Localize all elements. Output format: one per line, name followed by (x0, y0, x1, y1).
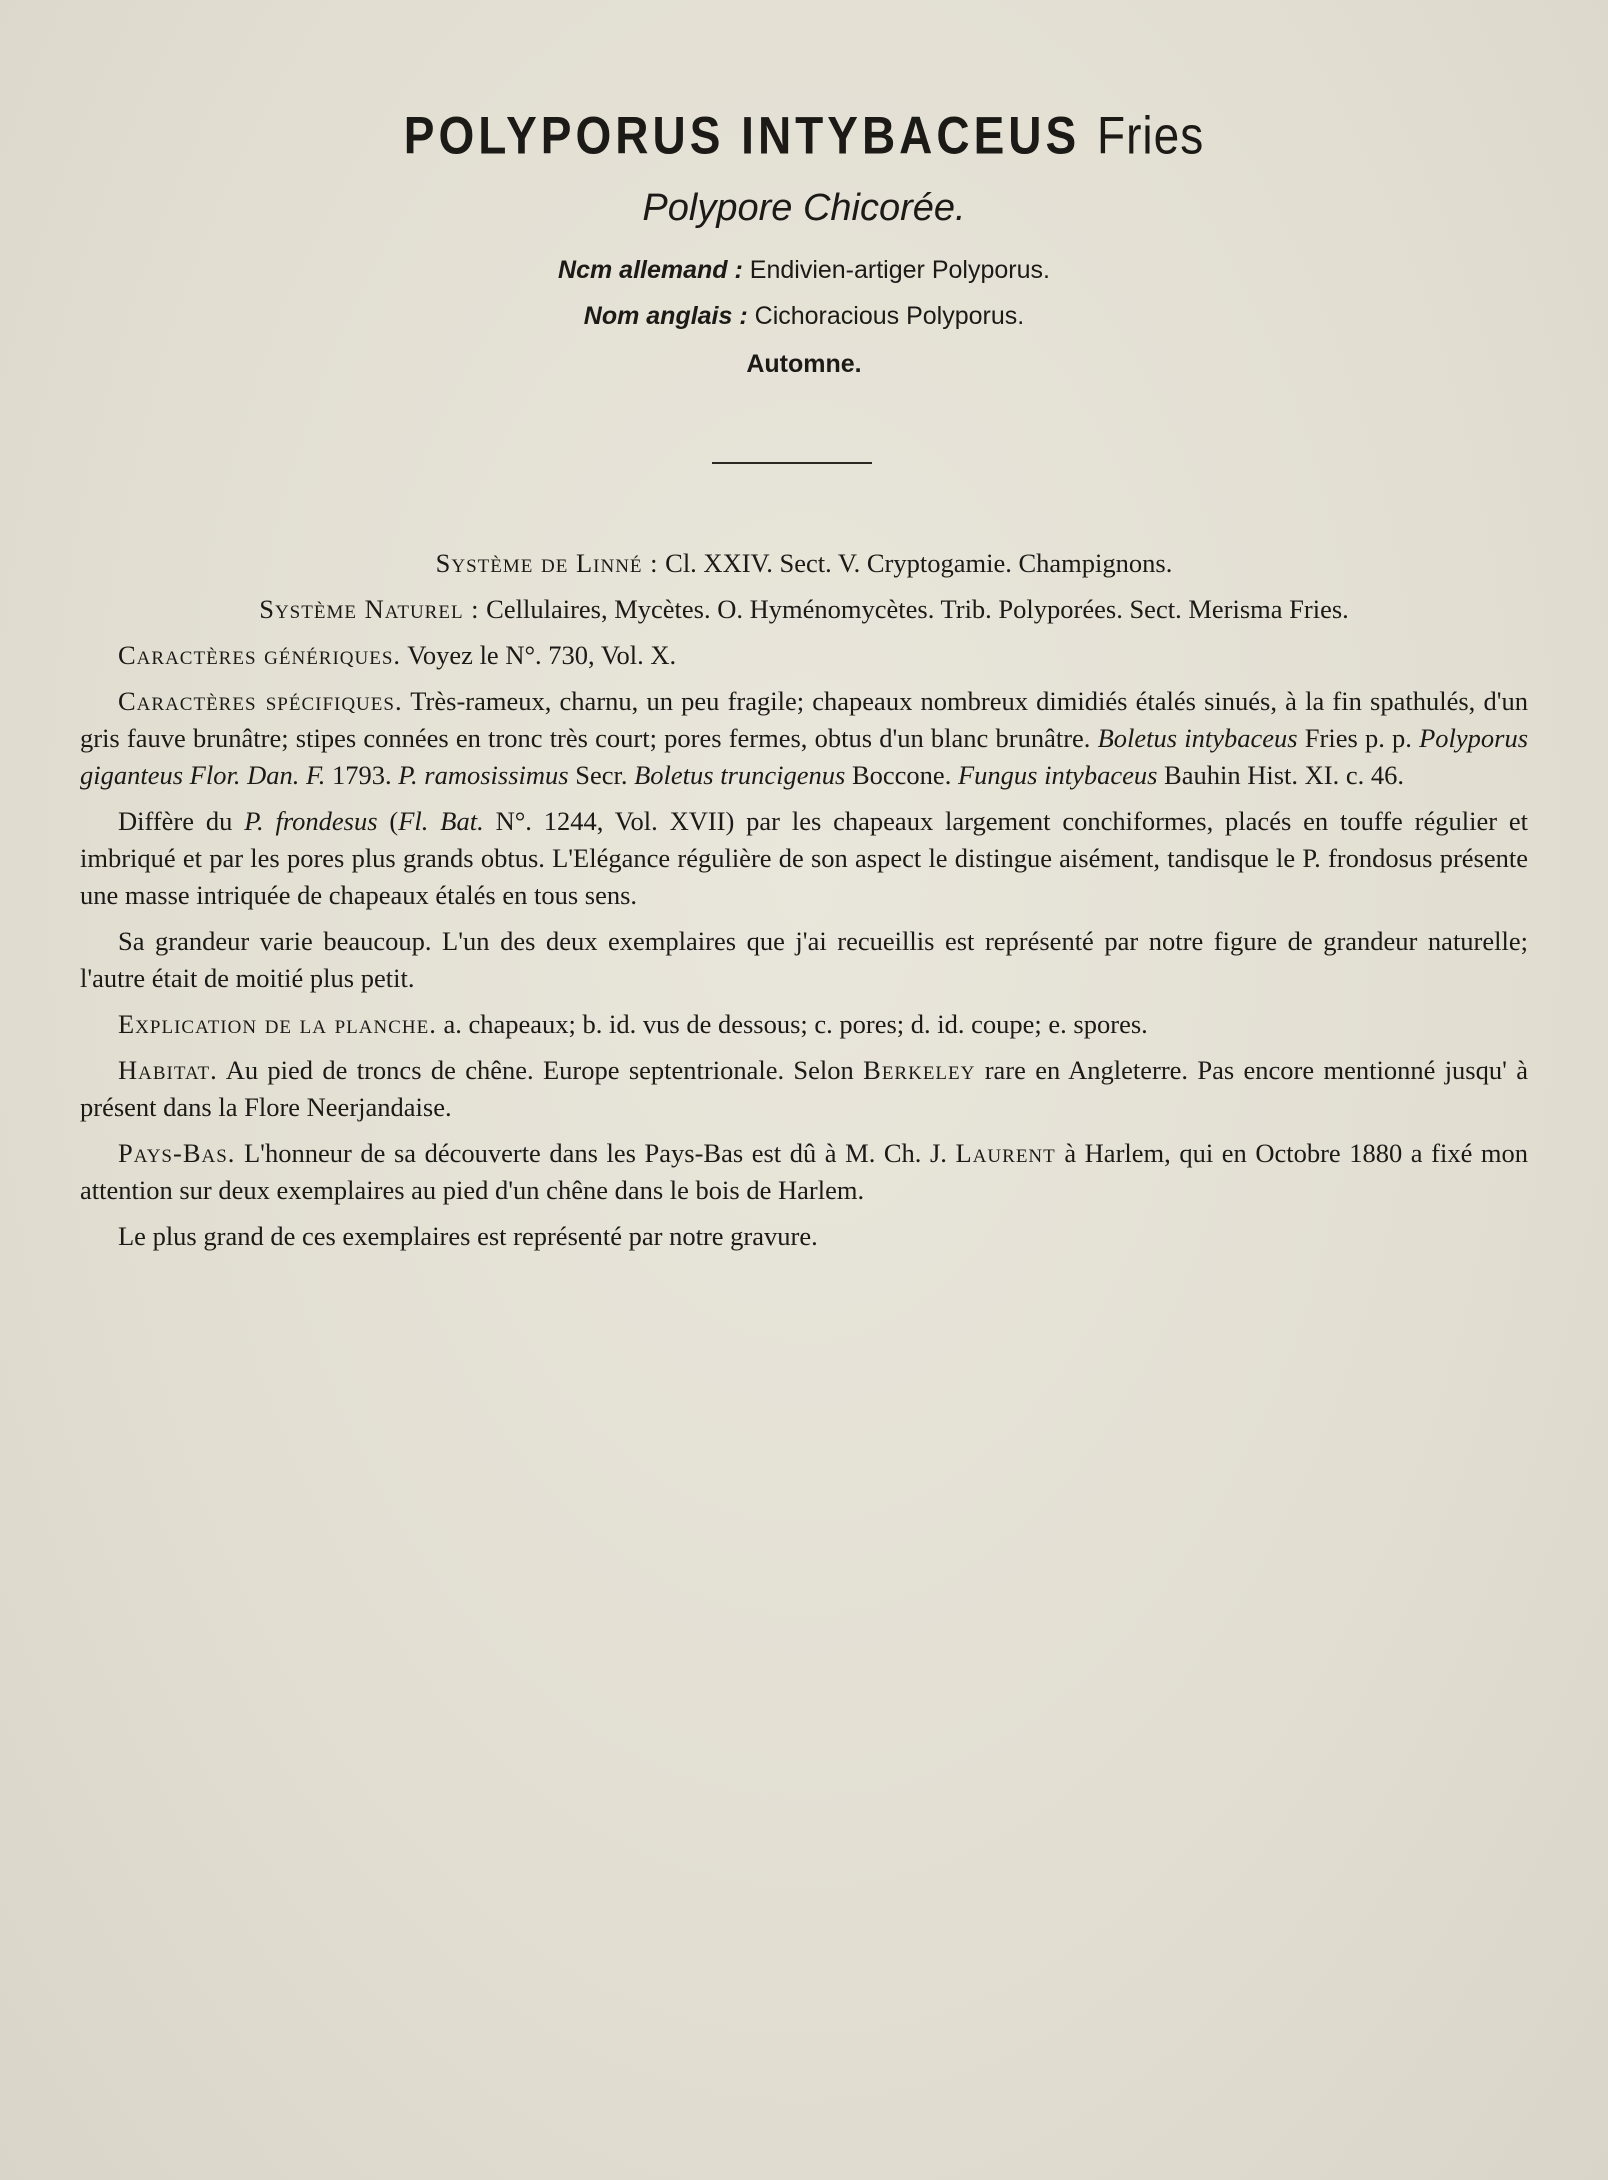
specifiques-italic: Boletus intybaceus (1097, 723, 1298, 753)
habitat-paragraph (80, 1052, 1528, 1126)
habitat-text: rare en Angleterre. Pas encore mentionné jusqu' à présent dans la Flore Neerjandaise. (80, 1055, 1528, 1122)
specifiques-italic: Fungus intybaceus (957, 760, 1158, 790)
last-paragraph: Le plus grand de ces exemplaires est représenté par notre gravure. (118, 1221, 818, 1251)
explication-label: Explication de la planche. (118, 1009, 437, 1039)
page-title (0, 104, 1608, 166)
naturel-label: Système Naturel : (259, 594, 480, 624)
habitat-author: Berkeley (863, 1055, 976, 1085)
linne-text: Cl. XXIV. Sect. V. Cryptogamie. Champignons. (665, 548, 1173, 578)
specifiques-italic: Boletus truncigenus (634, 760, 846, 790)
naturel-text: Cellulaires, Mycètes. O. Hyménomycètes. Trib. Polyporées. Sect. Merisma Fries. (486, 594, 1349, 624)
title-species: POLYPORUS INTYBACEUS (403, 105, 1081, 165)
natural-system (80, 591, 1528, 628)
specifiques-italic: Polyporus giganteus Flor. Dan. F. (80, 723, 1529, 790)
linne-label: Système de Linné : (435, 548, 659, 578)
differe-text: Diffère du (118, 806, 233, 836)
habitat-text: Au pied de troncs de chêne. Europe septentrionale. Selon (225, 1055, 854, 1085)
specific-characters (80, 683, 1528, 794)
generic-characters (80, 637, 1528, 674)
german-name (0, 256, 1608, 285)
habitat-label: Habitat. (118, 1055, 218, 1085)
size-paragraph: Sa grandeur varie beaucoup. L'un des deux exemplaires que j'ai recueillis est représenté par notre figure de grandeur naturelle; l'autre était de moitié plus petit. (80, 926, 1528, 993)
divider (712, 462, 872, 464)
german-value: Endivien-artiger Polyporus. (749, 256, 1050, 284)
season: Automne. (746, 350, 862, 378)
specifiques-label: Caractères spécifiques. (118, 686, 403, 716)
differe-text: ( (389, 806, 399, 836)
differe-text: N°. 1244, Vol. XVII) par les chapeaux largement conchiformes, placés en touffe régulier et imbriqué et par les pores plus grands obtus. L'Elégance régulière de son aspect le distingue aisément, tandisque le P. frondosus présente une masse intriquée de chapeaux étalés en tous sens. (80, 806, 1529, 910)
specifiques-text: Fries p. p. (1304, 723, 1412, 753)
page-subtitle: Polypore Chicorée. (642, 187, 966, 229)
generiques-label: Caractères génériques. (118, 640, 402, 670)
english-value: Cichoracious Polyporus. (754, 302, 1025, 330)
netherlands-paragraph (80, 1135, 1528, 1209)
differe-italic: Fl. Bat. (398, 806, 484, 836)
specifiques-text: Très-rameux, charnu, un peu fragile; chapeaux nombreux dimidiés étalés sinués, à la fin spathulés, d'un gris fauve brunâtre; stipes connées en tronc très court; pores fermes, obtus d'un blanc brunâtre. (80, 686, 1528, 753)
explication-text: a. chapeaux; b. id. vus de dessous; c. pores; d. id. coupe; e. spores. (443, 1009, 1148, 1039)
english-label: Nom anglais : (583, 302, 748, 330)
body-text (80, 545, 1528, 1264)
generiques-text: Voyez le N°. 730, Vol. X. (407, 640, 677, 670)
paysbas-text: L'honneur de sa découverte dans les Pays-Bas est dû à M. Ch. J. (244, 1138, 947, 1168)
english-name (0, 302, 1608, 331)
paysbas-label: Pays-Bas. (118, 1138, 236, 1168)
linne-system (80, 545, 1528, 582)
title-author: Fries (1096, 105, 1205, 165)
paysbas-text: à Harlem, qui en Octobre 1880 a fixé mon attention sur deux exemplaires au pied d'un chêne dans le bois de Harlem. (80, 1138, 1529, 1205)
specifiques-text: Secr. (575, 760, 628, 790)
differe-italic: P. frondesus (244, 806, 378, 836)
specifiques-italic: P. ramosissimus (398, 760, 569, 790)
paysbas-person: Laurent (955, 1138, 1056, 1168)
german-label: Ncm allemand : (558, 256, 743, 284)
specifiques-text: Boccone. (851, 760, 952, 790)
specifiques-text: 1793. (332, 760, 392, 790)
specifiques-text: Bauhin Hist. XI. c. 46. (1164, 760, 1404, 790)
plate-explanation (80, 1006, 1528, 1043)
differs-paragraph (80, 803, 1528, 914)
